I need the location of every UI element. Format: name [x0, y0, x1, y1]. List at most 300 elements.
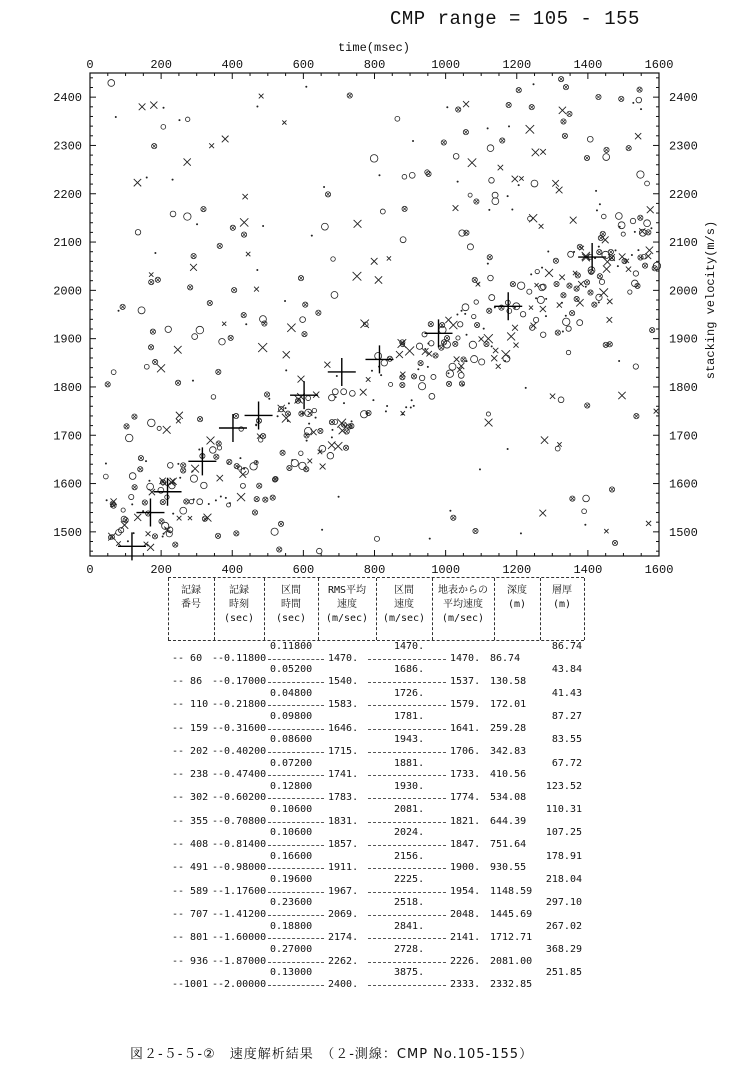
scatter-point-dot	[427, 366, 429, 368]
table-header-line: 深度	[507, 585, 527, 596]
scatter-point-crossed-circle-x	[576, 274, 580, 278]
depth-cell: 172.01	[490, 699, 527, 711]
leader-dashes	[268, 682, 324, 683]
record-number-cell: -- 491	[172, 862, 209, 874]
scatter-point-dot	[525, 387, 527, 389]
scatter-point-dot	[545, 315, 547, 317]
table-column-separator	[584, 578, 585, 640]
interval-time-cell: 0.07200	[270, 757, 313, 769]
scatter-point-x	[646, 521, 651, 526]
average-velocity-cell: 1954.	[450, 885, 481, 897]
scatter-point-x	[526, 125, 535, 134]
scatter-point-circle	[332, 389, 338, 395]
scatter-point-dot	[618, 360, 620, 362]
scatter-point-crossed-circle-x	[330, 420, 334, 424]
layer-thickness-cell: 67.72	[551, 757, 582, 769]
record-number-cell: -- 202	[172, 745, 209, 757]
table-header-line: 番号	[181, 599, 201, 610]
y-tick-label-right: 2400	[669, 91, 698, 106]
scatter-point-crossed-circle-x	[453, 342, 457, 346]
layer-thickness-cell: 43.84	[551, 664, 582, 676]
scatter-point-circle	[628, 290, 632, 294]
scatter-point-dot	[291, 459, 293, 461]
interval-velocity-cell: 2225.	[394, 874, 425, 885]
x-tick-label-top: 600	[292, 58, 315, 72]
scatter-point-circle	[489, 295, 495, 301]
scatter-point-crossed-circle-x	[215, 455, 219, 459]
scatter-point-crossed-circle-x	[485, 342, 489, 346]
scatter-point-crossed-circle-x	[442, 141, 446, 145]
x-tick-label-bottom: 1200	[502, 563, 532, 577]
scatter-point-crossed-circle-x	[234, 414, 238, 418]
scatter-point-dot	[530, 273, 532, 275]
scatter-point-crossed-circle-x	[598, 250, 602, 254]
scatter-point-crossed-circle-x	[288, 466, 292, 470]
scatter-point-crossed-circle-x	[401, 375, 405, 379]
scatter-point-circle	[135, 230, 140, 235]
scatter-point-crossed-circle-x	[585, 281, 589, 285]
scatter-point-x	[654, 409, 659, 414]
interval-velocity-cell: 2156.	[394, 850, 425, 862]
scatter-point-dot	[488, 209, 490, 211]
scatter-point-dot	[118, 310, 120, 312]
scatter-point-crossed-circle-x	[202, 207, 206, 211]
scatter-point-dot	[596, 209, 598, 211]
scatter-point-dot	[483, 328, 485, 330]
scatter-point-circle	[468, 193, 472, 197]
record-time-cell: --0.21800	[212, 699, 267, 711]
y-tick-label-left: 1600	[53, 477, 82, 492]
interval-time-cell: 0.23600	[270, 897, 313, 909]
y-tick-label-right: 2200	[669, 187, 698, 202]
scatter-point-circle	[458, 322, 463, 327]
scatter-point-crossed-circle-x	[605, 148, 609, 152]
record-row	[168, 746, 584, 766]
interval-time-cell: 0.18800	[270, 920, 313, 932]
interval-velocity-cell: 2024.	[394, 827, 425, 839]
x-tick-label-bottom: 1600	[644, 563, 674, 577]
table-header-cell	[168, 584, 214, 612]
scatter-point-dot	[105, 463, 107, 465]
record-time-cell: --0.47400	[212, 769, 267, 781]
scatter-point-circle	[487, 145, 494, 152]
scatter-point-circle	[299, 451, 303, 455]
record-time-cell: --0.98000	[212, 862, 267, 874]
scatter-point-dot	[650, 227, 652, 229]
scatter-point-dot	[479, 468, 481, 470]
scatter-point-circle	[422, 332, 427, 337]
scatter-point-dot	[634, 231, 636, 233]
y-tick-label-right: 2100	[669, 236, 698, 251]
scatter-point-dot	[411, 399, 413, 401]
average-velocity-cell: 1470.	[450, 652, 481, 664]
record-number-cell: -- 110	[172, 699, 209, 711]
interval-time-cell: 0.08600	[270, 734, 313, 746]
scatter-point-circle	[402, 174, 407, 179]
scatter-point-x	[254, 287, 259, 292]
layer-thickness-cell: 86.74	[551, 641, 582, 652]
y-tick-label-right: 1700	[669, 429, 698, 444]
scatter-point-circle	[558, 397, 564, 403]
scatter-point-x	[147, 544, 154, 551]
scatter-point-dot	[507, 448, 509, 450]
scatter-point-dot	[192, 380, 194, 382]
table-header-line: 記録	[181, 585, 201, 596]
scatter-point-circle	[147, 483, 154, 490]
scatter-point-x	[354, 220, 362, 228]
scatter-point-x	[184, 158, 191, 165]
scatter-point-circle	[568, 251, 574, 257]
scatter-point-crossed-circle-x	[235, 532, 239, 536]
scatter-point-x	[550, 394, 555, 399]
scatter-point-dot	[518, 184, 520, 186]
scatter-point-crossed-circle-x	[643, 264, 647, 268]
scatter-point-crossed-circle-x	[507, 103, 511, 107]
scatter-point-crossed-circle-x	[303, 303, 307, 307]
scatter-point-x	[576, 299, 583, 306]
table-header-cell	[376, 584, 432, 626]
average-velocity-cell: 1733.	[450, 769, 481, 781]
leader-dashes	[368, 915, 446, 916]
scatter-point-circle	[319, 445, 326, 452]
scatter-point-dot	[321, 529, 323, 531]
scatter-point-dot	[508, 125, 510, 127]
scatter-point-crossed-circle-x	[277, 548, 281, 552]
scatter-point-dot	[615, 249, 617, 251]
scatter-point-circle	[488, 275, 494, 281]
scatter-point-crossed-circle-x	[563, 134, 567, 138]
scatter-point-dot	[533, 83, 535, 85]
x-tick-label-bottom: 0	[86, 563, 94, 577]
scatter-point-circle	[618, 222, 625, 229]
average-velocity-cell: 2141.	[450, 932, 481, 944]
scatter-point-circle	[582, 509, 587, 514]
scatter-point-dot	[632, 102, 634, 104]
scatter-point-dot	[198, 448, 200, 450]
scatter-point-circle	[312, 408, 316, 412]
depth-cell: 342.83	[490, 745, 527, 757]
x-tick-label-bottom: 600	[292, 563, 315, 577]
scatter-point-circle	[211, 395, 216, 400]
x-tick-label-top: 1600	[644, 58, 674, 72]
scatter-point-crossed-circle-x	[319, 429, 323, 433]
scatter-point-dot	[131, 503, 133, 505]
scatter-point-dot	[256, 269, 258, 271]
rms-velocity-cell: 2262.	[328, 955, 359, 967]
scatter-point-circle	[161, 124, 166, 129]
scatter-point-dot	[446, 106, 448, 108]
scatter-point-dot	[573, 251, 575, 253]
scatter-point-dot	[514, 307, 516, 309]
rms-velocity-cell: 1783.	[328, 792, 359, 804]
scatter-point-x	[453, 205, 459, 211]
scatter-point-crossed-circle-x	[231, 226, 235, 230]
scatter-point-x	[371, 258, 378, 265]
record-time-cell: --1.17600	[212, 885, 267, 897]
scatter-point-x	[540, 306, 546, 312]
layer-thickness-cell: 83.55	[551, 734, 582, 746]
scatter-point-circle	[300, 317, 306, 323]
scatter-point-circle	[486, 412, 490, 416]
scatter-point-circle	[471, 356, 478, 363]
interval-velocity-cell: 1881.	[394, 757, 425, 769]
velocity-pick-cross	[328, 358, 356, 386]
layer-thickness-cell: 107.25	[545, 827, 582, 839]
scatter-point-x	[375, 276, 382, 283]
depth-cell: 410.56	[490, 769, 527, 781]
scatter-point-crossed-circle-x	[264, 498, 268, 502]
scatter-point-x	[502, 350, 511, 359]
scatter-point-x	[237, 493, 245, 501]
scatter-point-circle	[185, 117, 189, 121]
depth-cell: 1712.71	[490, 932, 533, 944]
table-header	[168, 577, 584, 641]
scatter-point-dot	[412, 140, 414, 142]
scatter-point-circle	[219, 339, 225, 345]
scatter-point-circle	[566, 350, 570, 354]
scatter-point-crossed-circle-x	[253, 511, 257, 515]
interval-time-cell: 0.04800	[270, 687, 313, 699]
scatter-point-crossed-circle-x	[462, 358, 466, 362]
scatter-point-dot	[229, 502, 231, 504]
scatter-point-x	[552, 180, 559, 187]
scatter-point-crossed-circle-x	[429, 322, 433, 326]
scatter-point-crossed-circle-x	[613, 541, 617, 545]
scatter-point-circle	[429, 393, 435, 399]
leader-dashes	[268, 705, 324, 706]
scatter-point-x	[324, 362, 330, 368]
scatter-point-circle	[456, 336, 460, 340]
scatter-point-dot	[402, 413, 404, 415]
depth-cell: 259.28	[490, 722, 527, 734]
scatter-point-crossed-circle-x	[265, 393, 269, 397]
scatter-point-crossed-circle-x	[475, 323, 479, 327]
scatter-point-crossed-circle-x	[601, 232, 605, 236]
scatter-point-circle	[418, 383, 425, 390]
scatter-point-circle	[192, 334, 198, 340]
scatter-point-x	[570, 217, 577, 224]
scatter-point-x	[512, 176, 519, 183]
record-number-cell: -- 408	[172, 839, 209, 850]
layer-thickness-cell: 368.29	[545, 943, 582, 955]
leader-dashes	[368, 845, 446, 846]
scatter-point-circle	[381, 360, 387, 366]
scatter-point-dot	[351, 420, 353, 422]
record-row	[168, 885, 584, 909]
velocity-table	[168, 577, 584, 990]
record-time-cell: --0.31600	[212, 722, 267, 734]
depth-cell: 86.74	[490, 652, 521, 664]
scatter-point-circle	[474, 300, 478, 304]
scatter-point-circle	[479, 359, 485, 365]
scatter-point-circle	[380, 209, 385, 214]
scatter-point-crossed-circle-x	[559, 77, 563, 81]
scatter-point-crossed-circle-x	[568, 112, 572, 116]
scatter-point-x	[535, 283, 539, 287]
scatter-point-crossed-circle-x	[181, 469, 185, 473]
scatter-point-circle	[170, 211, 176, 217]
table-header-line: (m/sec)	[325, 613, 369, 624]
scatter-point-crossed-circle-x	[176, 381, 180, 385]
scatter-point-x	[258, 343, 267, 352]
scatter-point-x	[188, 516, 192, 520]
scatter-point-dot	[385, 410, 387, 412]
average-velocity-cell: 1847.	[450, 839, 481, 850]
y-tick-label-right: 1600	[669, 477, 698, 492]
scatter-point-crossed-circle-x	[627, 146, 631, 150]
leader-dashes	[268, 659, 324, 660]
scatter-point-crossed-circle-x	[208, 301, 212, 305]
scatter-point-circle	[621, 232, 625, 236]
depth-cell: 130.58	[490, 675, 527, 687]
scatter-point-circle	[489, 178, 495, 184]
scatter-point-dot	[255, 424, 257, 426]
scatter-point-x	[619, 253, 626, 260]
scatter-point-dot	[162, 536, 164, 538]
scatter-point-circle	[492, 192, 498, 198]
layer-thickness-cell: 178.91	[545, 850, 582, 862]
leader-dashes	[268, 798, 324, 799]
scatter-point-x	[559, 107, 566, 114]
scatter-point-dot	[541, 267, 543, 269]
record-number-cell: -- 355	[172, 815, 209, 827]
leader-dashes	[368, 892, 446, 893]
scatter-point-circle	[165, 326, 171, 332]
scatter-point-x	[134, 514, 141, 521]
scatter-point-circle	[419, 375, 424, 380]
scatter-point-circle	[429, 341, 434, 346]
scatter-point-crossed-circle-x	[235, 464, 239, 468]
scatter-point-x	[646, 247, 653, 254]
scatter-point-crossed-circle-x	[121, 305, 125, 309]
scatter-point-crossed-circle-x	[419, 361, 423, 365]
scatter-point-dot	[305, 86, 307, 88]
scatter-point-dot	[163, 107, 165, 109]
scatter-point-crossed-circle-x	[598, 274, 602, 278]
scatter-point-crossed-circle-x	[184, 500, 188, 504]
table-column-separator	[264, 578, 265, 640]
scatter-point-crossed-circle-x	[401, 383, 405, 387]
scatter-point-x	[539, 224, 544, 229]
scatter-point-dot	[456, 314, 458, 316]
y-tick-label-left: 2100	[53, 236, 82, 251]
x-tick-label-top: 200	[150, 58, 172, 72]
record-row	[168, 955, 584, 979]
scatter-point-dot	[178, 119, 180, 121]
scatter-point-circle	[462, 304, 469, 311]
average-velocity-cell: 2226.	[450, 955, 481, 967]
scatter-point-dot	[595, 190, 597, 192]
scatter-point-circle	[599, 279, 604, 284]
scatter-point-circle	[329, 395, 335, 401]
average-velocity-cell: 1579.	[450, 699, 481, 711]
scatter-point-crossed-circle-x	[564, 85, 568, 89]
average-velocity-cell: 1706.	[450, 745, 481, 757]
scatter-point-crossed-circle-x	[299, 276, 303, 280]
interval-time-cell: 0.13000	[270, 967, 313, 979]
record-row	[168, 722, 584, 746]
scatter-point-circle	[644, 220, 651, 227]
scatter-point-circle	[533, 317, 538, 322]
scatter-point-dot	[193, 498, 195, 500]
interval-velocity-cell: 2728.	[394, 943, 425, 955]
table-header-line: (m/sec)	[441, 613, 485, 624]
table-header-cell	[264, 584, 318, 626]
scatter-point-crossed-circle-x	[447, 382, 451, 386]
table-header-line: (m/sec)	[382, 613, 426, 624]
scatter-point-circle	[108, 80, 115, 87]
scatter-point-x	[556, 187, 563, 194]
scatter-point-circle	[566, 326, 571, 331]
y-tick-label-left: 1500	[53, 525, 82, 540]
scatter-point-circle	[431, 374, 436, 379]
table-header-line: (sec)	[223, 613, 255, 624]
record-row	[168, 792, 584, 812]
scatter-point-x	[496, 364, 501, 369]
scatter-point-circle	[645, 181, 650, 186]
scatter-point-dot	[177, 463, 179, 465]
scatter-point-x	[174, 346, 182, 354]
scatter-point-crossed-circle-x	[412, 375, 416, 379]
scatter-point-circle	[517, 282, 524, 289]
scatter-point-crossed-circle-x	[473, 278, 477, 282]
layer-thickness-cell: 110.31	[545, 804, 582, 816]
scatter-point-crossed-circle-x	[575, 287, 579, 291]
scatter-point-dot	[256, 461, 258, 463]
scatter-point-crossed-circle-x	[242, 233, 246, 237]
record-time-cell: --0.70800	[212, 815, 267, 827]
y-tick-label-right: 1800	[669, 380, 698, 395]
scatter-point-x	[217, 475, 223, 481]
leader-dashes	[368, 868, 446, 869]
scatter-point-dot	[179, 477, 181, 479]
scatter-point-crossed-circle-x	[149, 280, 153, 284]
scatter-point-dot	[191, 470, 193, 472]
scatter-point-x	[635, 133, 641, 139]
scatter-point-dot	[145, 460, 147, 462]
scatter-point-circle	[201, 482, 207, 488]
record-row	[168, 699, 584, 719]
scatter-point-circle	[603, 154, 610, 161]
table-header-cell	[318, 584, 376, 626]
scatter-point-circle	[400, 237, 406, 243]
scatter-point-dot	[520, 532, 522, 534]
scatter-point-x	[468, 158, 476, 166]
scatter-point-x	[146, 531, 151, 536]
average-velocity-cell: 1900.	[450, 862, 481, 874]
scatter-point-crossed-circle-x	[610, 488, 614, 492]
scatter-point-dot	[239, 457, 241, 459]
scatter-point-crossed-circle-x	[556, 331, 560, 335]
scatter-point-x	[607, 299, 612, 304]
scatter-point-x	[242, 194, 247, 199]
scatter-point-dot	[477, 283, 479, 285]
y-tick-label-left: 1700	[53, 429, 82, 444]
scatter-point-crossed-circle-x	[255, 497, 259, 501]
leader-dashes	[368, 705, 446, 706]
record-number-cell: -- 60	[172, 652, 203, 664]
scatter-point-dot	[172, 482, 174, 484]
x-axis-label: time(msec)	[337, 41, 411, 55]
scatter-point-circle	[210, 447, 217, 454]
scatter-point-crossed-circle-x	[326, 193, 330, 197]
record-time-cell: --0.40200	[212, 745, 267, 757]
x-tick-label-bottom: 1000	[431, 563, 461, 577]
layer-thickness-cell: 251.85	[545, 967, 582, 979]
table-column-separator	[318, 578, 319, 640]
scatter-point-crossed-circle-x	[133, 485, 137, 489]
scatter-point-circle	[583, 495, 590, 502]
